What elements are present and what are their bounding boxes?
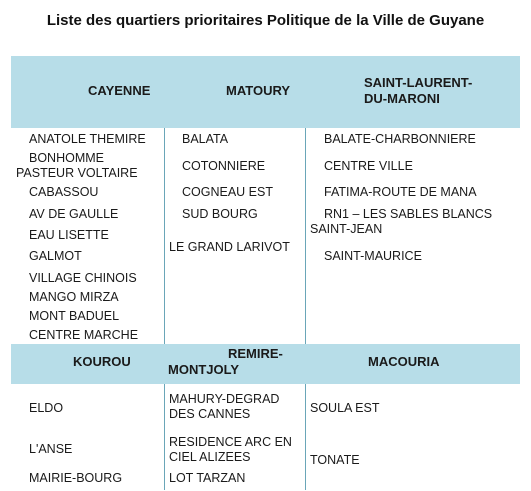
matoury-item: BALATA bbox=[182, 132, 229, 146]
kourou-item: MAIRIE-BOURG bbox=[29, 471, 123, 485]
cayenne-item: ANATOLE THEMIRE bbox=[29, 132, 146, 146]
remire-item: LOT TARZAN bbox=[169, 471, 246, 485]
cayenne-item: BONHOMME PASTEUR VOLTAIRE bbox=[16, 151, 138, 180]
saint-laurent-item: FATIMA-ROUTE DE MANA bbox=[324, 185, 477, 199]
remire-item: RESIDENCE ARC EN CIEL ALIZEES bbox=[169, 435, 292, 464]
cayenne-item: MONT BADUEL bbox=[29, 309, 120, 323]
remire-item: MAHURY-DEGRAD DES CANNES bbox=[169, 392, 280, 421]
header-kourou: KOUROU bbox=[73, 354, 131, 369]
matoury-item: SUD BOURG bbox=[182, 207, 258, 221]
page-title: Liste des quartiers prioritaires Politique de la Ville de Guyane bbox=[46, 12, 485, 29]
cayenne-item: VILLAGE CHINOIS bbox=[29, 271, 137, 285]
cayenne-item: CABASSOU bbox=[29, 185, 99, 199]
matoury-item: COTONNIERE bbox=[182, 159, 266, 173]
header-cayenne: CAYENNE bbox=[88, 83, 151, 98]
kourou-item: L'ANSE bbox=[29, 442, 73, 456]
macouria-item: TONATE bbox=[310, 453, 360, 467]
macouria-item: SOULA EST bbox=[310, 401, 380, 415]
saint-laurent-item: BALATE-CHARBONNIERE bbox=[324, 132, 476, 146]
quartiers-table bbox=[11, 56, 520, 490]
cayenne-item: GALMOT bbox=[29, 249, 82, 263]
matoury-item: LE GRAND LARIVOT bbox=[169, 240, 290, 254]
column-divider bbox=[305, 384, 306, 490]
column-divider bbox=[164, 384, 165, 490]
saint-laurent-item: RN1 – LES SABLES BLANCS SAINT-JEAN bbox=[310, 207, 493, 236]
header-remire-montjoly: REMIRE- MONTJOLY bbox=[168, 346, 283, 377]
header-saint-laurent: SAINT-LAURENT- DU-MARONI bbox=[364, 75, 473, 106]
cayenne-item: AV DE GAULLE bbox=[29, 207, 119, 221]
header-macouria: MACOURIA bbox=[368, 354, 440, 369]
header-matoury: MATOURY bbox=[226, 83, 291, 98]
column-divider bbox=[164, 128, 165, 344]
cayenne-item: EAU LISETTE bbox=[29, 228, 109, 242]
column-divider bbox=[305, 128, 306, 344]
matoury-item: COGNEAU EST bbox=[182, 185, 273, 199]
cayenne-item: MANGO MIRZA bbox=[29, 290, 119, 304]
saint-laurent-item: SAINT-MAURICE bbox=[324, 249, 422, 263]
saint-laurent-item: CENTRE VILLE bbox=[324, 159, 413, 173]
kourou-item: ELDO bbox=[29, 401, 64, 415]
cayenne-item: CENTRE MARCHE bbox=[29, 328, 139, 342]
